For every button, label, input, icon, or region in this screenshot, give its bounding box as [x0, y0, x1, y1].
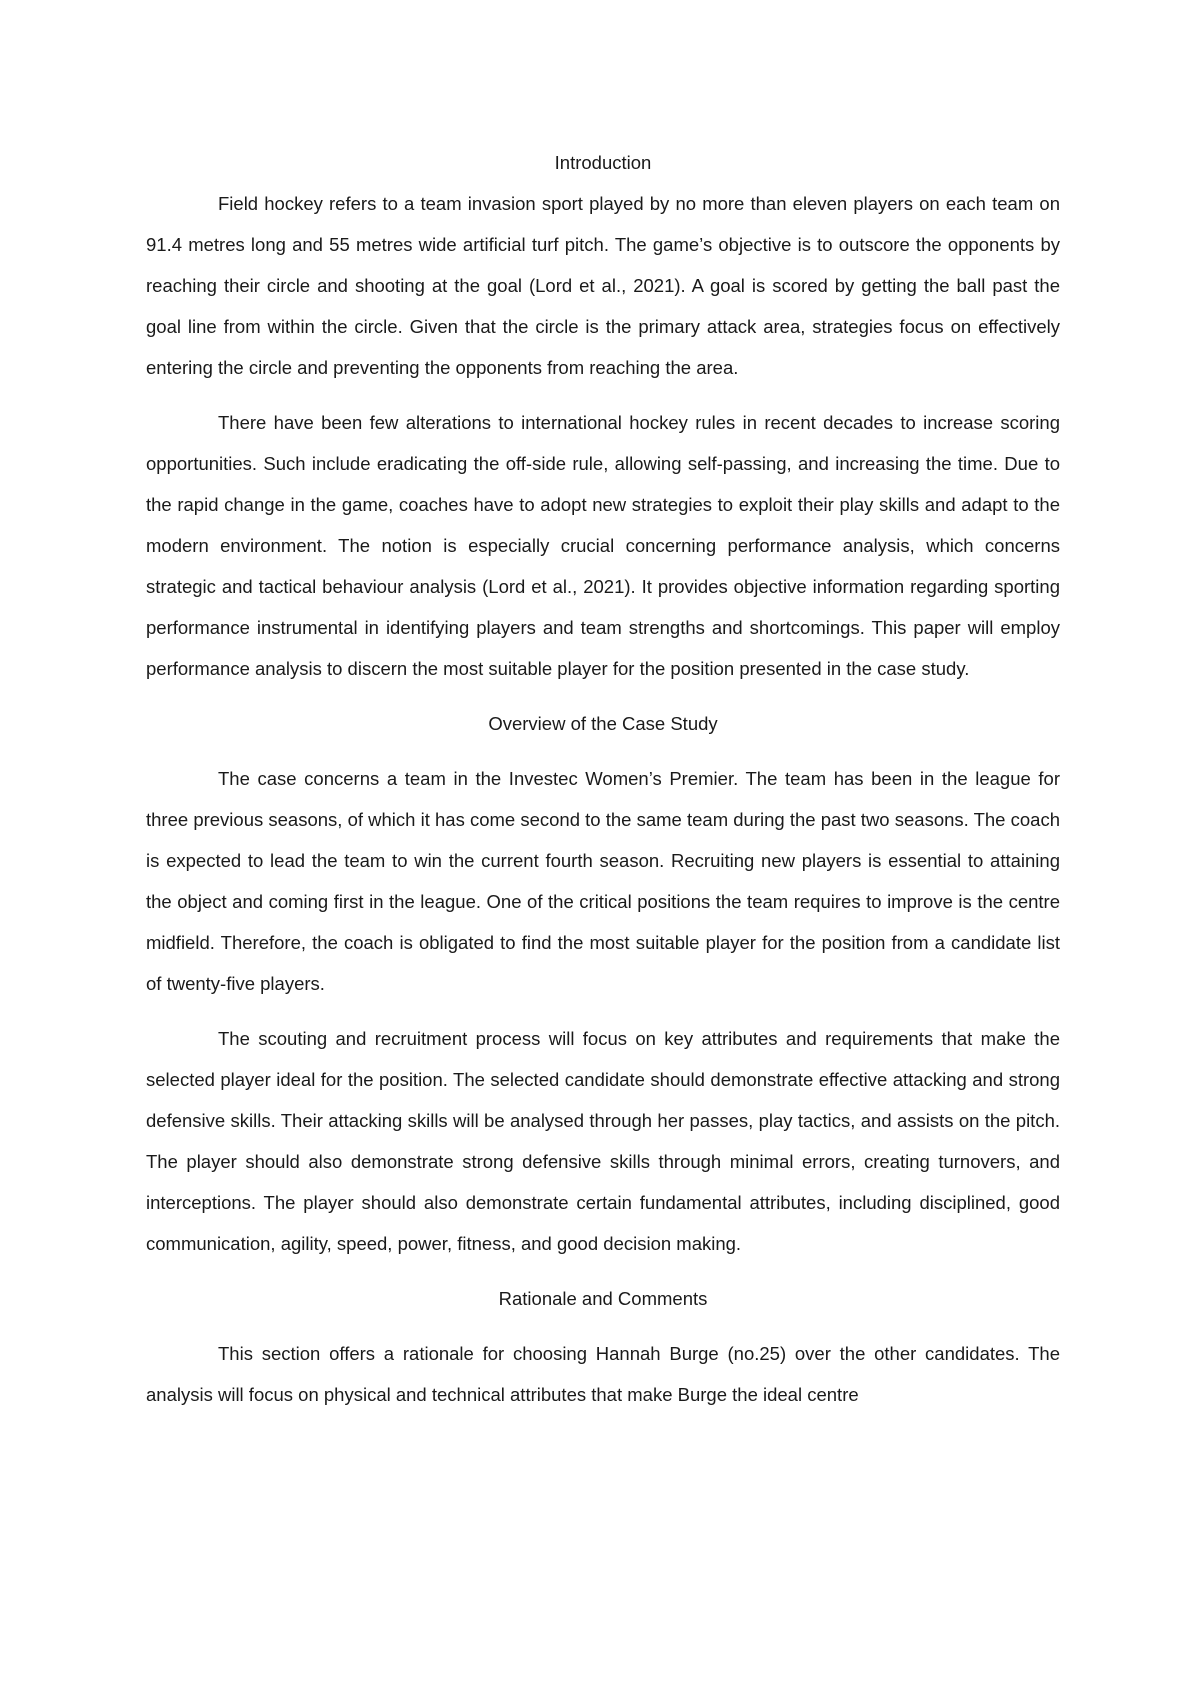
- section-heading-overview: Overview of the Case Study: [488, 713, 718, 734]
- section-heading-introduction: Introduction: [554, 152, 652, 173]
- paragraph: The scouting and recruitment process will focus on key attributes and requirements that make the selected player ideal for the position. The selected candidate should demonstrate effective attacking and strong defensive skills. Their attacking skills will be analysed through her passes, play tactics, and assists on the pitch. The player should also demonstrate strong defensive skills through minimal errors, creating turnovers, and interceptions. The player should also demonstrate certain fundamental attributes, including disciplined, good communication, agility, speed, power, fitness, and good decision making.: [146, 1028, 1060, 1254]
- paragraph: There have been few alterations to international hockey rules in recent decades to increase scoring opportunities. Such include eradicating the off-side rule, allowing self-passing, and increasing the time. Due to the rapid change in the game, coaches have to adopt new strategies to exploit their play skills and adapt to the modern environment. The notion is especially crucial concerning performance analysis, which concerns strategic and tactical behaviour analysis (Lord et al., 2021). It provides objective information regarding sporting performance instrumental in identifying players and team strengths and shortcomings. This paper will employ performance analysis to discern the most suitable player for the position presented in the case study.: [146, 412, 1060, 679]
- paragraph: Field hockey refers to a team invasion sport played by no more than eleven players on each team on 91.4 metres long and 55 metres wide artificial turf pitch. The game’s objective is to outscore the opponents by reaching their circle and shooting at the goal (Lord et al., 2021). A goal is scored by getting the ball past the goal line from within the circle. Given that the circle is the primary attack area, strategies focus on effectively entering the circle and preventing the opponents from reaching the area.: [146, 193, 1060, 378]
- paragraph: This section offers a rationale for choosing Hannah Burge (no.25) over the other candidates. The analysis will focus on physical and technical attributes that make Burge the ideal centre: [146, 1343, 1060, 1405]
- paragraph: The case concerns a team in the Investec Women’s Premier. The team has been in the league for three previous seasons, of which it has come second to the same team during the past two seasons. The coach is expected to lead the team to win the current fourth season. Recruiting new players is essential to attaining the object and coming first in the league. One of the critical positions the team requires to improve is the centre midfield. Therefore, the coach is obligated to find the most suitable player for the position from a candidate list of twenty-five players.: [146, 768, 1060, 994]
- section-heading-rationale: Rationale and Comments: [498, 1288, 708, 1309]
- document-body: [146, 142, 1060, 1415]
